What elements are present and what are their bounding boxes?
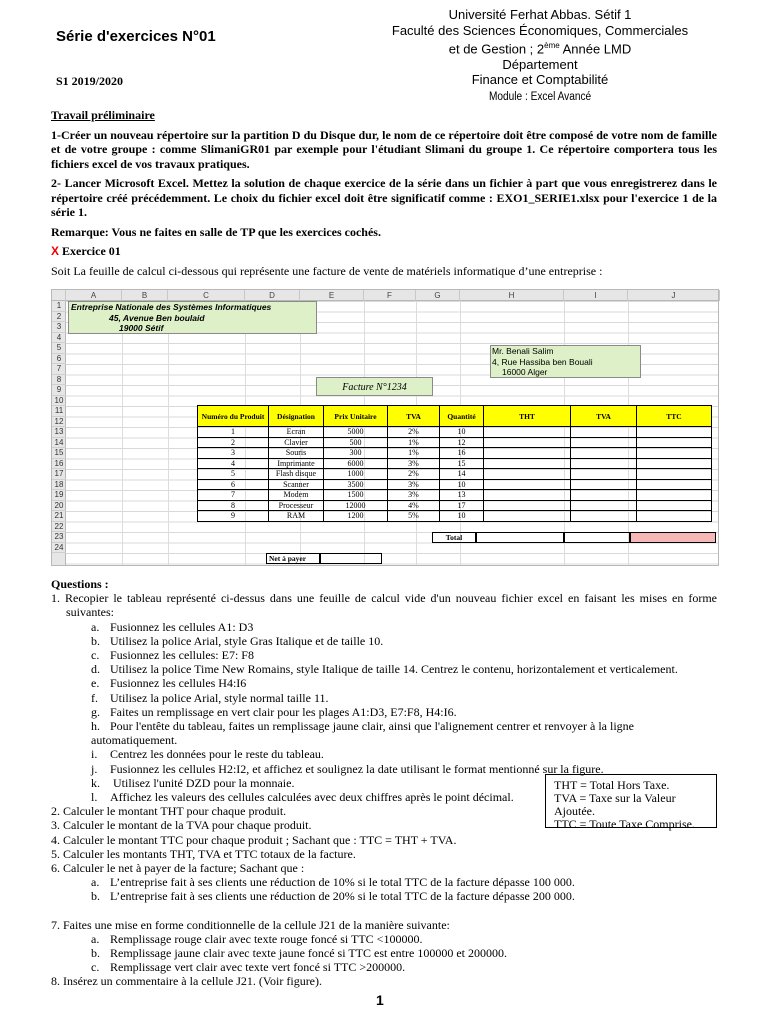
question-1: 1. Recopier le tableau représenté ci-dessus dans une feuille de calcul vide d'un nouveau fichier excel en faisant les mises en forme suivantes: — [51, 591, 717, 620]
table-cell — [484, 490, 571, 501]
table-cell: RAM — [269, 511, 324, 522]
column-header: G — [416, 290, 460, 301]
table-cell — [571, 427, 637, 438]
faculty-level: et de Gestion ; 2ème Année LMD — [448, 41, 632, 57]
table-cell: 1500 — [324, 490, 388, 501]
table-cell — [571, 458, 637, 469]
semester-label: S1 2019/2020 — [56, 74, 124, 88]
question-8: 8. Insérez un commentaire à la cellule J21. (Voir figure). — [51, 974, 323, 989]
table-cell: 5% — [388, 511, 440, 522]
section-heading: Travail préliminaire — [51, 108, 155, 122]
list-item: f. Utilisez la police Arial, style normal taille 11. — [91, 690, 329, 705]
list-item: d. Utilisez la police Time New Romains, style Italique de taille 14. Centrez le contenu, horizontalement et verticalement. — [91, 662, 678, 677]
client-cell: Mr. Benali Salim 4, Rue Hassiba ben Bouali 16000 Alger — [490, 345, 641, 378]
module-label: Module : Excel Avancé — [488, 90, 592, 103]
table-cell: 500 — [324, 437, 388, 448]
question-4: 4. Calculer le montant TTC pour chaque produit ; Sachant que : TTC = THT + TVA. — [51, 832, 457, 847]
row-header: 11 — [52, 406, 66, 417]
table-cell: 1% — [388, 448, 440, 459]
column-header: C — [168, 290, 245, 301]
list-item: c. Remplissage vert clair avec texte vert foncé si TTC >200000. — [91, 960, 406, 975]
row-header: 1 — [52, 301, 66, 312]
instruction-2: 2- Lancer Microsoft Excel. Mettez la solution de chaque exercice de la série dans un fichier à part que vous enregistrerez dans le répertoire créé précédemment. Le choix du fichier excel doit être significatif comme : EXO1_SERIE1.xlsx pour l'exercice 1 de la série 1. — [51, 176, 717, 219]
table-cell: 10 — [440, 479, 484, 490]
table-cell: 7 — [198, 490, 269, 501]
table-cell — [571, 500, 637, 511]
table-cell — [571, 479, 637, 490]
row-header: 13 — [52, 427, 66, 438]
question-5: 5. Calculer les montants THT, TVA et TTC totaux de la facture. — [51, 846, 356, 861]
row-header: 10 — [52, 396, 66, 407]
table-cell: 1000 — [324, 469, 388, 480]
row-header: 24 — [52, 543, 66, 554]
list-item: k. Utilisez l'unité DZD pour la monnaie. — [91, 775, 295, 790]
table-cell — [637, 490, 712, 501]
row-header: 18 — [52, 480, 66, 491]
table-row — [198, 511, 712, 522]
table-cell: 13 — [440, 490, 484, 501]
table-cell — [637, 469, 712, 480]
question-7-items — [51, 932, 717, 975]
table-cell: 3% — [388, 490, 440, 501]
row-header-bar — [52, 301, 66, 565]
row-header: 3 — [52, 322, 66, 333]
definitions-box — [545, 774, 717, 831]
list-item: j. Fusionnez les cellules H2:I2, et affichez et soulignez la date utilisant le format mentionné sur la figure. — [91, 761, 604, 776]
table-cell: 8 — [198, 500, 269, 511]
table-header: Prix Unitaire — [324, 406, 388, 427]
row-header: 16 — [52, 459, 66, 470]
table-header: Désignation — [269, 406, 324, 427]
table-cell: 9 — [198, 511, 269, 522]
table-cell: 6000 — [324, 458, 388, 469]
remark: Remarque: Vous ne faites en salle de TP que les exercices cochés. — [51, 224, 381, 239]
column-header: H — [460, 290, 564, 301]
definition-ttc: TTC = Toute Taxe Comprise. — [554, 817, 695, 831]
row-header: 15 — [52, 448, 66, 459]
row-header: 20 — [52, 501, 66, 512]
table-row — [198, 469, 712, 480]
invoice-number-cell: Facture N°1234 — [316, 377, 433, 396]
question-2: 2. Calculer le montant THT pour chaque produit. — [51, 804, 287, 819]
table-cell — [484, 469, 571, 480]
table-row — [198, 500, 712, 511]
table-cell: 5 — [198, 469, 269, 480]
table-cell — [637, 437, 712, 448]
list-item: b. Utilisez la police Arial, style Gras Italique et de taille 10. — [91, 633, 384, 648]
list-item: a. Remplissage rouge clair avec texte rouge foncé si TTC <100000. — [91, 931, 423, 946]
table-row — [198, 448, 712, 459]
question-3: 3. Calculer le montant de la TVA pour chaque produit. — [51, 818, 312, 833]
page-number: 1 — [376, 992, 384, 1008]
list-item: g. Faites un remplissage en vert clair pour les plages A1:D3, E7:F8, H4:I6. — [91, 704, 457, 719]
net-label-cell: Net à payer — [266, 553, 320, 564]
table-cell: 15 — [440, 458, 484, 469]
column-header: B — [122, 290, 168, 301]
checked-mark-icon: X — [51, 244, 60, 258]
table-cell: 1200 — [324, 511, 388, 522]
row-header: 19 — [52, 490, 66, 501]
table-cell — [637, 500, 712, 511]
table-cell — [484, 500, 571, 511]
table-cell: 300 — [324, 448, 388, 459]
row-header: 6 — [52, 354, 66, 365]
university-block — [340, 7, 740, 105]
table-cell — [484, 437, 571, 448]
table-cell: 3% — [388, 479, 440, 490]
table-cell: Clavier — [269, 437, 324, 448]
table-header: TVA — [571, 406, 637, 427]
list-item: a. Fusionnez les cellules A1: D3 — [91, 619, 254, 634]
column-header: F — [364, 290, 416, 301]
table-header: TVA — [388, 406, 440, 427]
table-cell — [484, 448, 571, 459]
questions-title: Questions : — [51, 577, 109, 591]
total-label-cell: Total — [432, 532, 476, 543]
row-header: 14 — [52, 438, 66, 449]
list-item: c. Fusionnez les cellules: E7: F8 — [91, 648, 254, 663]
column-header: A — [66, 290, 122, 301]
company-cell: Entreprise Nationale des Systèmes Informatiques 45, Avenue Ben boulaid 19000 Sétif — [68, 301, 317, 334]
table-cell: Processeur — [269, 500, 324, 511]
table-header: TTC — [637, 406, 712, 427]
total-tva-cell — [564, 532, 630, 543]
table-cell — [637, 511, 712, 522]
exercise-intro: Soit La feuille de calcul ci-dessous qui représente une facture de vente de matériels informatique d’une entreprise : — [51, 263, 603, 278]
list-item: e. Fusionnez les cellules H4:I6 — [91, 676, 247, 691]
table-cell: 10 — [440, 511, 484, 522]
exercise-heading: X Exercice 01 — [51, 244, 121, 258]
definition-tht: THT = Total Hors Taxe. — [554, 778, 670, 792]
list-item: b. Remplissage jaune clair avec texte jaune foncé si TTC est entre 100000 et 200000. — [91, 946, 507, 961]
table-cell — [637, 479, 712, 490]
table-cell — [571, 490, 637, 501]
table-header: Quantité — [440, 406, 484, 427]
table-cell: 1 — [198, 427, 269, 438]
table-row — [198, 490, 712, 501]
column-header: E — [300, 290, 364, 301]
table-cell: Imprimante — [269, 458, 324, 469]
spreadsheet-figure — [51, 289, 719, 566]
list-item: a. L’entreprise fait à ses clients une réduction de 10% si le total TTC de la facture dépasse 100 000. — [91, 875, 575, 890]
row-header: 23 — [52, 532, 66, 543]
table-cell — [571, 469, 637, 480]
table-cell: 14 — [440, 469, 484, 480]
table-cell: Scanner — [269, 479, 324, 490]
table-row — [198, 437, 712, 448]
table-row — [198, 427, 712, 438]
column-header: D — [245, 290, 300, 301]
table-cell — [484, 511, 571, 522]
intro-section — [51, 108, 717, 283]
table-cell — [571, 511, 637, 522]
specialty-label: Finance et Comptabilité — [471, 72, 609, 88]
table-cell: Flash disque — [269, 469, 324, 480]
table-cell: 4 — [198, 458, 269, 469]
list-item: l. Affichez les valeurs des cellules calculées avec deux chiffres après le point décimal. — [91, 790, 514, 805]
row-header: 2 — [52, 312, 66, 323]
instruction-1: 1-Créer un nouveau répertoire sur la partition D du Disque dur, le nom de ce répertoire doit être composé de votre nom de famille et de votre groupe : comme SlimaniGR01 par exemple pour l'étudiant Slimani du groupe 1. Ce répertoire comportera tous les fichiers excel de vos travaux pratiques. — [51, 127, 717, 171]
row-header: 7 — [52, 364, 66, 375]
table-cell: 10 — [440, 427, 484, 438]
definition-tva: TVA = Taxe sur la Valeur Ajoutée. — [554, 791, 676, 818]
row-header: 4 — [52, 333, 66, 344]
table-cell — [484, 427, 571, 438]
table-row — [198, 479, 712, 490]
table-cell: 2% — [388, 427, 440, 438]
table-cell: 3 — [198, 448, 269, 459]
table-cell: 4% — [388, 500, 440, 511]
table-cell: 16 — [440, 448, 484, 459]
row-header: 22 — [52, 522, 66, 533]
table-cell: Souris — [269, 448, 324, 459]
table-header: THT — [484, 406, 571, 427]
row-header: 8 — [52, 375, 66, 386]
table-cell: 1% — [388, 437, 440, 448]
table-cell: 3% — [388, 458, 440, 469]
row-header: 9 — [52, 385, 66, 396]
series-title: Série d'exercices N°01 — [56, 28, 216, 45]
row-header: 17 — [52, 469, 66, 480]
table-cell: 12000 — [324, 500, 388, 511]
table-cell: 12 — [440, 437, 484, 448]
invoice-table — [197, 405, 712, 522]
table-cell — [571, 437, 637, 448]
column-header: I — [564, 290, 628, 301]
table-cell — [637, 427, 712, 438]
table-cell: 17 — [440, 500, 484, 511]
table-cell — [484, 479, 571, 490]
column-header-bar — [52, 290, 718, 301]
table-cell — [637, 458, 712, 469]
table-cell: 2% — [388, 469, 440, 480]
faculty-name: Faculté des Sciences Économiques, Commerciales — [391, 22, 689, 38]
list-item: b. L’entreprise fait à ses clients une réduction de 20% si le total TTC de la facture dépasse 200 000. — [91, 889, 575, 904]
table-header: Numéro du Produit — [198, 406, 269, 427]
total-ttc-cell-j21 — [630, 532, 716, 543]
list-item: i. Centrez les données pour le reste du tableau. — [91, 747, 324, 762]
net-value-cell — [320, 553, 382, 564]
question-6-items — [51, 875, 717, 903]
table-cell: 6 — [198, 479, 269, 490]
table-cell: 3500 — [324, 479, 388, 490]
table-cell — [637, 448, 712, 459]
table-cell: Modem — [269, 490, 324, 501]
table-cell: 2 — [198, 437, 269, 448]
column-header: J — [628, 290, 720, 301]
table-cell — [571, 448, 637, 459]
row-header: 21 — [52, 511, 66, 522]
table-cell: 5000 — [324, 427, 388, 438]
table-cell: Ecran — [269, 427, 324, 438]
department-label: Département — [502, 56, 578, 72]
table-cell — [484, 458, 571, 469]
total-tht-cell — [476, 532, 564, 543]
question-6: 6. Calculer le net à payer de la facture; Sachant que : — [51, 861, 305, 876]
table-row — [198, 458, 712, 469]
cell-grid — [66, 301, 718, 565]
university-name: Université Ferhat Abbas. Sétif 1 — [448, 7, 632, 22]
list-item: h. Pour l'entête du tableau, faites un remplissage jaune clair, ainsi que l'alignement centrer et renvoyer à la ligne automatiquement. — [91, 719, 634, 748]
row-header: 5 — [52, 343, 66, 354]
row-header: 12 — [52, 417, 66, 428]
question-7: 7. Faites une mise en forme conditionnelle de la cellule J21 de la manière suivante: — [51, 917, 450, 932]
